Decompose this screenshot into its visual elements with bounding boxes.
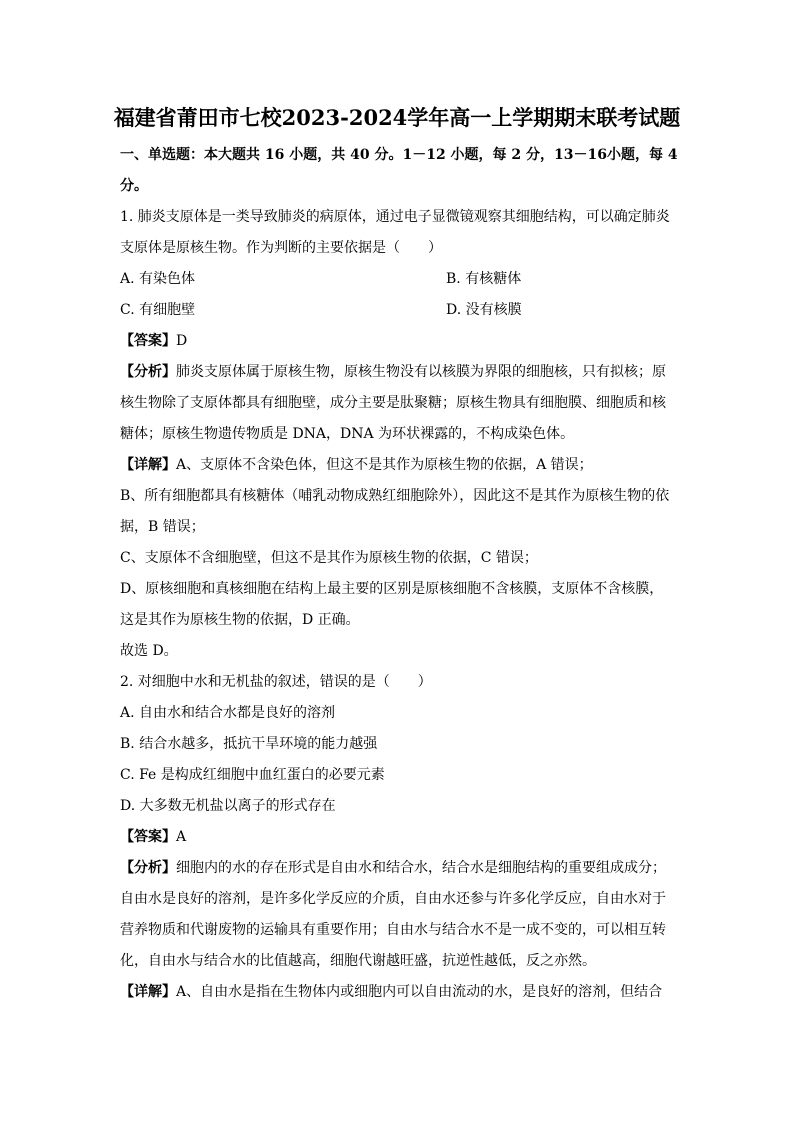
q2-option-b: B. 结合水越多，抵抗干旱环境的能力越强 <box>120 736 378 752</box>
q1-detail-line-1 <box>120 455 593 475</box>
q2-detail-line-1 <box>120 982 662 1002</box>
detail-text: A、支原体不含染色体，但这不是其作为原核生物的依据，A 错误； <box>176 457 593 473</box>
q2-option-a: A. 自由水和结合水都是良好的溶剂 <box>120 705 336 721</box>
q2-analysis-line-3: 营养物质和代谢废物的运输具有重要作用；自由水与结合水不是一成不变的，可以相互转 <box>120 922 666 938</box>
q1-detail-line-4: C、支原体不含细胞壁，但这不是其作为原核生物的依据，C 错误； <box>120 550 538 566</box>
answer-label: 【答案】 <box>120 829 176 845</box>
q2-answer <box>120 827 186 847</box>
q1-option-d: D. 没有核膜 <box>446 302 522 318</box>
q1-detail-line-6: 这是其作为原核生物的依据，D 正确。 <box>120 612 360 628</box>
q1-analysis-line-3: 糖体；原核生物遗传物质是 DNA，DNA 为环状裸露的，不构成染色体。 <box>120 426 575 442</box>
q1-detail-line-2: B、所有细胞都具有核糖体（哺乳动物成熟红细胞除外），因此这不是其作为原核生物的依 <box>120 488 670 504</box>
section-heading-line-1: 一、单选题：本大题共 16 小题，共 40 分。1－12 小题，每 2 分，13－16小题，每 4 <box>120 147 678 163</box>
q1-analysis-line-2: 核生物除了支原体都具有细胞壁，成分主要是肽聚糖；原核生物具有细胞膜、细胞质和核 <box>120 395 666 411</box>
detail-label: 【详解】 <box>120 984 176 1000</box>
q1-detail-line-3: 据，B 错误； <box>120 519 205 535</box>
detail-text: A、自由水是指在生物体内或细胞内可以自由流动的水，是良好的溶剂，但结合 <box>176 984 663 1000</box>
q2-analysis-line-4: 化，自由水与结合水的比值越高，细胞代谢越旺盛，抗逆性越低，反之亦然。 <box>120 953 596 969</box>
q1-option-b: B. 有核糖体 <box>446 271 522 287</box>
detail-label: 【详解】 <box>120 457 176 473</box>
analysis-text: 细胞内的水的存在形式是自由水和结合水，结合水是细胞结构的重要组成成分； <box>176 860 666 876</box>
q2-option-c: C. Fe 是构成红细胞中血红蛋白的必要元素 <box>120 767 385 783</box>
answer-value: A <box>176 829 187 845</box>
answer-value: D <box>176 333 188 349</box>
section-heading-line-2: 分。 <box>120 178 148 194</box>
q2-analysis-line-1 <box>120 858 666 878</box>
q2-option-d: D. 大多数无机盐以离子的形式存在 <box>120 798 336 814</box>
q1-stem-line-2: 支原体是原核生物。作为判断的主要依据是（ ） <box>120 240 442 256</box>
analysis-text: 肺炎支原体属于原核生物，原核生物没有以核膜为界限的细胞核，只有拟核；原 <box>176 364 666 380</box>
q1-stem-line-1: 1. 肺炎支原体是一类导致肺炎的病原体，通过电子显微镜观察其细胞结构，可以确定肺炎 <box>120 209 670 225</box>
answer-label: 【答案】 <box>120 333 176 349</box>
q1-option-a: A. 有染色体 <box>120 271 196 287</box>
analysis-label: 【分析】 <box>120 860 176 876</box>
analysis-label: 【分析】 <box>120 364 176 380</box>
q1-detail-line-5: D、原核细胞和真核细胞在结构上最主要的区别是原核细胞不含核膜，支原体不含核膜， <box>120 581 664 597</box>
q1-answer <box>120 331 187 351</box>
q1-option-c: C. 有细胞壁 <box>120 302 196 318</box>
q2-analysis-line-2: 自由水是良好的溶剂，是许多化学反应的介质，自由水还参与许多化学反应，自由水对于 <box>120 891 666 907</box>
q1-conclusion: 故选 D。 <box>120 643 178 659</box>
q1-analysis-line-1 <box>120 362 666 382</box>
page-title: 福建省莆田市七校2023-2024学年高一上学期期末联考试题 <box>113 105 681 130</box>
q2-stem: 2. 对细胞中水和无机盐的叙述，错误的是（ ） <box>120 674 432 690</box>
